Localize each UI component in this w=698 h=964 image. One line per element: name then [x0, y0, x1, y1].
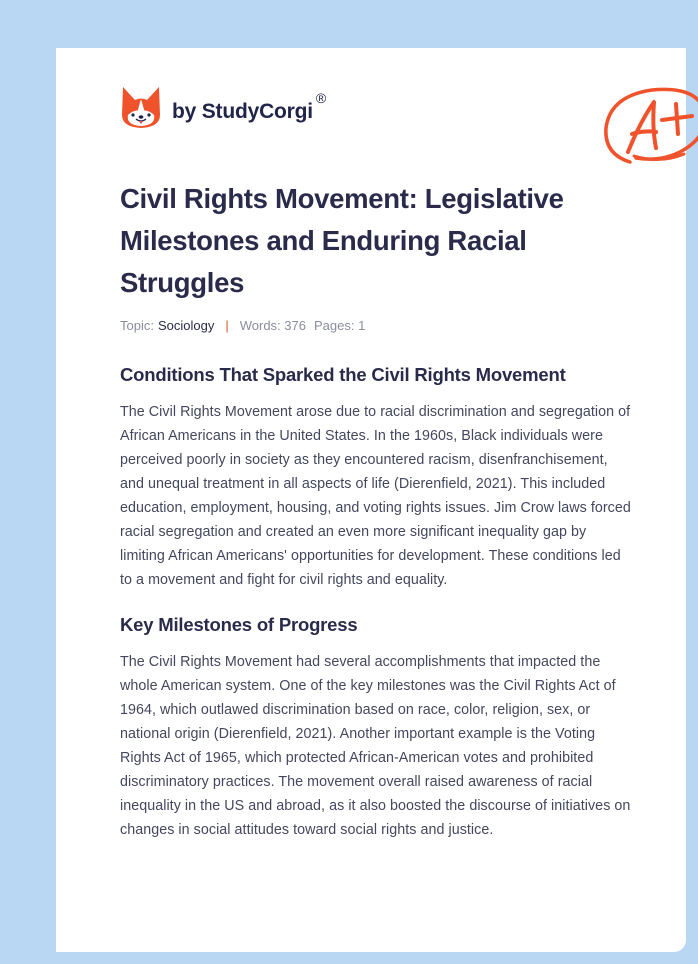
header: [120, 76, 648, 146]
topic-label: Topic:: [120, 317, 154, 333]
document-card: [56, 48, 686, 952]
registered-mark: ®: [315, 90, 327, 106]
document-title: Civil Rights Movement: Legislative Milestones and Enduring Racial Struggles: [120, 183, 564, 298]
topic-link[interactable]: Sociology: [157, 317, 215, 333]
studycorgi-logo[interactable]: [120, 76, 326, 140]
word-count: Words: 376: [239, 317, 306, 333]
section-heading: Conditions That Sparked the Civil Rights Movement: [120, 364, 566, 385]
section-paragraph: The Civil Rights Movement arose due to racial discrimination and segregation of African Americans in the United States. In the 1960s, Black individuals were perceived poorly in society as they encountered racism, disenfranchisement, and unequal treatment in all aspects of life (Dierenfield, 2021). This included education, employment, housing, and voting rights issues. Jim Crow laws forced racial segregation and created an even more significant inequality gap by limiting African Americans' opportunities for development. These conditions led to a movement and fight for civil rights and equality.: [120, 404, 631, 588]
meta-separator: |: [225, 317, 229, 333]
corgi-head-icon: [120, 85, 162, 131]
section-heading: Key Milestones of Progress: [120, 614, 358, 635]
a-plus-grade-icon: [600, 84, 698, 166]
document-meta: [120, 316, 634, 334]
logo-text: by StudyCorgi: [172, 100, 313, 123]
page-count: Pages: 1: [313, 317, 366, 333]
section-paragraph: The Civil Rights Movement had several accomplishments that impacted the whole American system. One of the key milestones was the Civil Rights Act of 1964, which outlawed discrimination based on race, color, religion, sex, or national origin (Dierenfield, 2021). Another important example is the Voting Rights Act of 1965, which protected African-American votes and prohibited discriminatory practices. The movement overall raised awareness of racial inequality in the US and abroad, as it also boosted the discourse of initiatives on changes in social attitudes toward social rights and justice.: [120, 654, 631, 838]
document-content: [120, 178, 634, 842]
